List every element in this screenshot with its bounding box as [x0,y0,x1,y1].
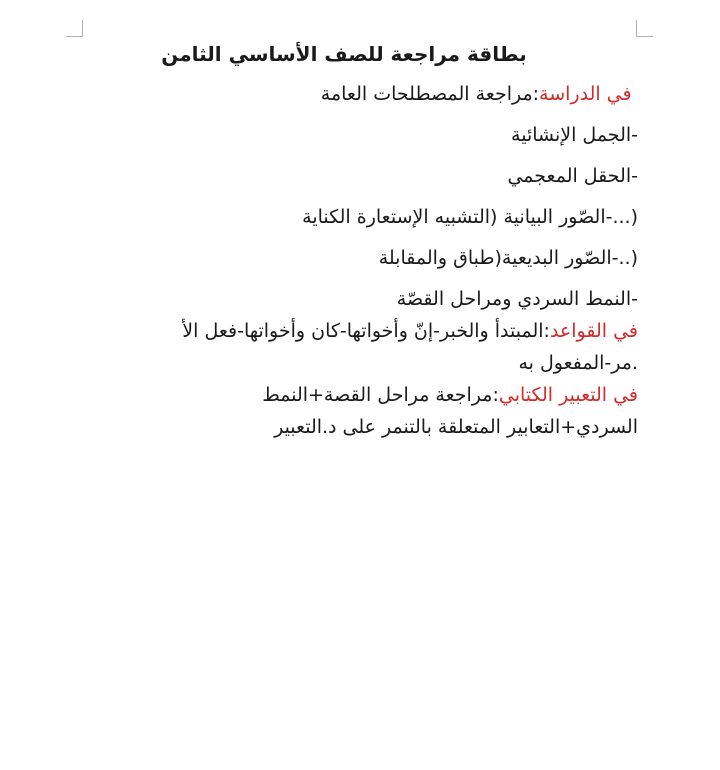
writing-line-2: السردي+التعابير المتعلقة بالتنمر على د.التعبير [274,416,638,438]
grammar-paragraph [90,315,638,379]
page-corner-mark-left [66,20,83,37]
grammar-line-1 [90,315,638,347]
grammar-line-2: .مر-المفعول به [518,352,638,374]
writing-line-1 [90,379,638,411]
study-item: -النمط السردي ومراحل القصّة [396,288,638,310]
page-corner-mark-right [636,20,653,37]
writing-text-1: :مراجعة مراحل القصة+النمط [262,384,499,406]
writing-paragraph [90,379,638,443]
study-label: في الدراسة [539,83,632,105]
study-item: (..-الصّور البديعية(طباق والمقابلة [378,247,638,269]
study-item: (...-الصّور البيانية (التشبيه الإستعارة الكناية [302,206,638,228]
document-body [90,38,638,443]
study-text: :مراجعة المصطلحات العامة [320,83,540,105]
study-heading [90,78,638,110]
document-title: بطاقة مراجعة للصف الأساسي الثامن [161,42,527,66]
grammar-text-1: :المبتدأ والخبر-إنّ وأخواتها-كان وأخواتها-فعل الأ [182,320,550,342]
study-item: -الجمل الإنشائية [511,124,638,146]
grammar-label: في القواعد [549,320,638,342]
study-item: -الحقل المعجمي [507,165,638,187]
writing-label: في التعبير الكتابي [498,384,638,406]
